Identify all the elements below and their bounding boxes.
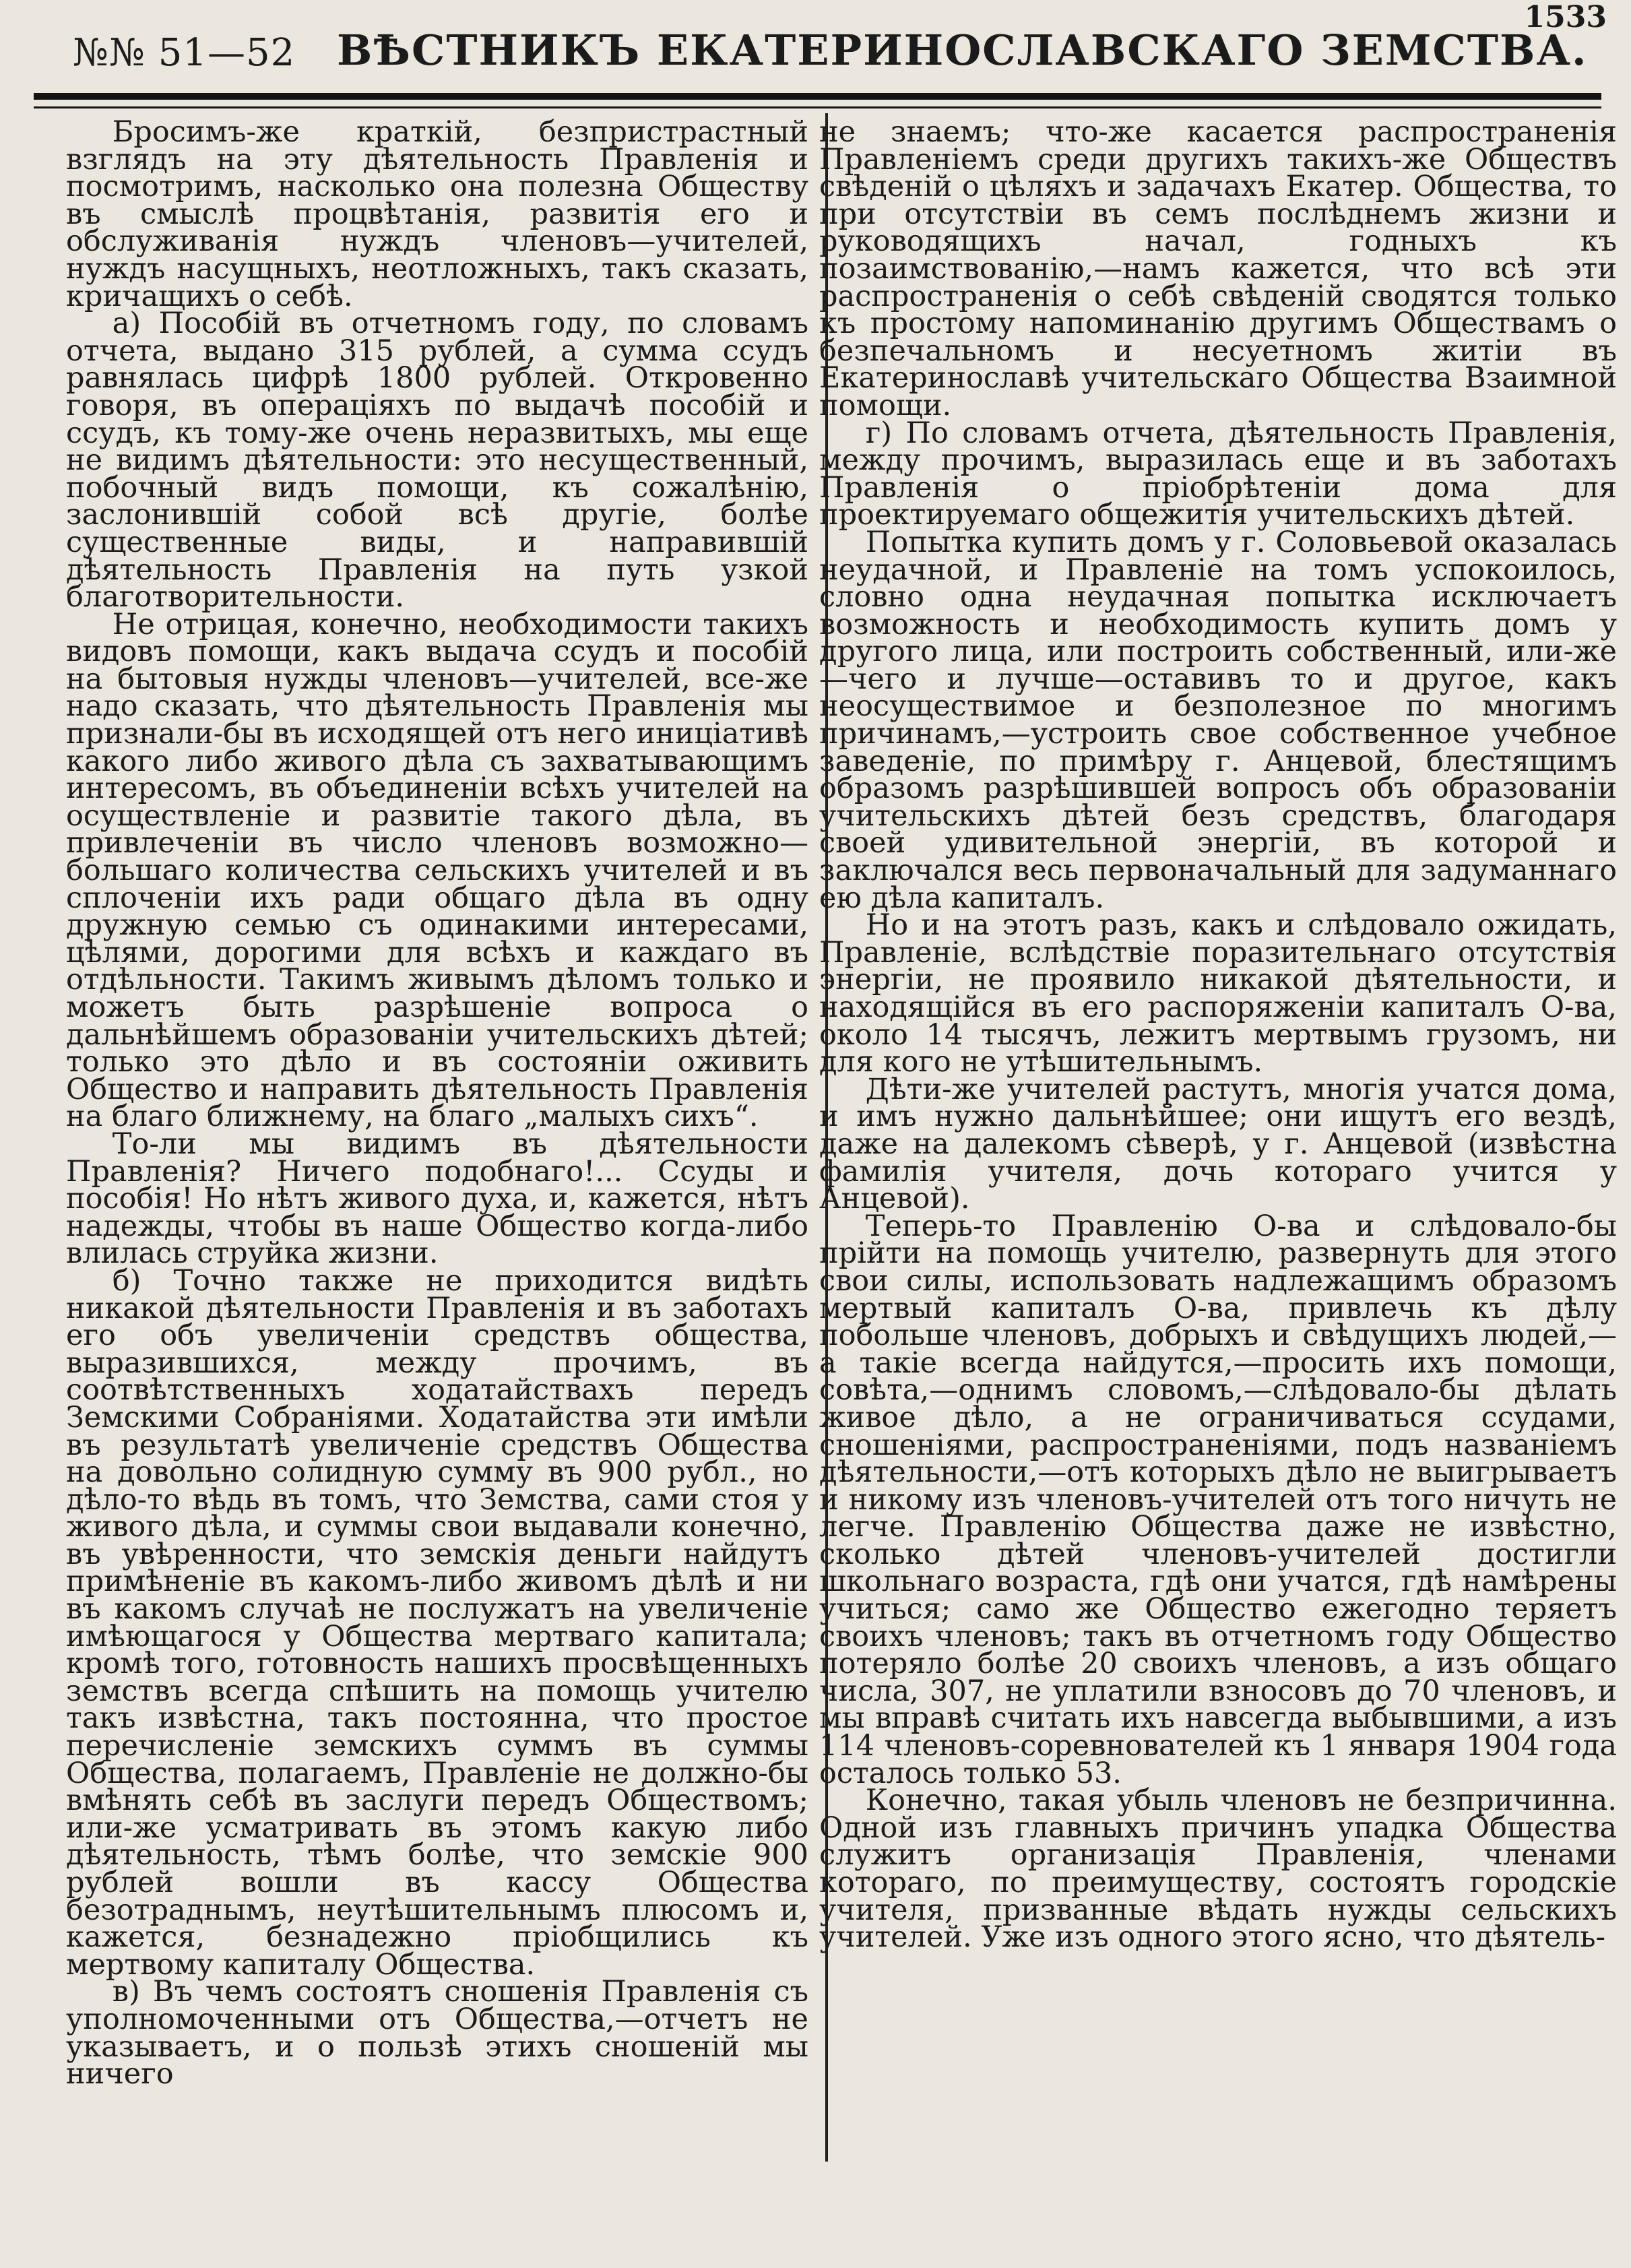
page-header: [0, 0, 1631, 101]
paragraph: не знаемъ; что-же касается распространенія Правленіемъ среди другихъ такихъ-же Обществъ свѣденій о цѣляхъ и задачахъ Екатер. Общества, то при отсутствіи въ семъ послѣднемъ жизни и руководящихъ начал, годныхъ къ позаимствованію,—намъ кажется, что всѣ эти распространенія о себѣ свѣденій сводятся только къ простому напоминанію другимъ Обществамъ о безпечальномъ и несуетномъ житіи въ Екатеринославѣ учительскаго Общества Взаимной помощи.: [819, 119, 1617, 422]
paragraph: Теперь-то Правленію О-ва и слѣдовало-бы прійти на помощь учителю, развернуть для этого свои силы, использовать надлежащимъ образомъ мертвый капиталъ О-ва, привлечь къ дѣлу побольше членовъ, добрыхъ и свѣдущихъ людей,—а такіе всегда найдутся,—просить ихъ помощи, совѣта,—однимъ словомъ,—слѣдовало-бы дѣлать живое дѣло, а не ограничиваться ссудами, сношеніями, распространеніями, подъ названіемъ дѣятельности,—отъ которыхъ дѣло не выигрываетъ и никому изъ членовъ-учителей отъ того ничуть не легче. Правленію Общества даже не извѣстно, сколько дѣтей членовъ-учителей достигли школьнаго возраста, гдѣ они учатся, гдѣ намѣрены учиться; само же Общество ежегодно теряетъ своихъ членовъ; такъ въ отчетномъ году Общество потеряло болѣе 20 своихъ членовъ, а изъ общаго числа, 307, не уплатили взносовъ до 70 членовъ, и мы вправѣ считать ихъ навсегда выбывшими, а изъ 114 членовъ-соревнователей къ 1 января 1904 года осталось только 53.: [819, 1209, 1617, 1790]
paragraph: б) Точно также не приходится видѣть никакой дѣятельности Правленія и въ заботахъ его объ увеличеніи средствъ общества, выразившихся, между прочимъ, въ соотвѣтственныхъ ходатайствахъ передъ Земскими Собраніями. Ходатайства эти имѣли въ результатѣ увеличеніе средствъ Общества на довольно солидную сумму въ 900 рубл., но дѣло-то вѣдь въ томъ, что Земства, сами стоя у живого дѣла, и суммы свои выдавали конечно, въ увѣренности, что земскія деньги найдутъ примѣненіе въ какомъ-либо живомъ дѣлѣ и ни въ какомъ случаѣ не послужатъ на увеличеніе имѣющагося у Общества мертваго капитала; кромѣ того, готовность нашихъ просвѣщенныхъ земствъ всегда спѣшить на помощь учителю такъ извѣстна, такъ постоянна, что простое перечисленіе земскихъ суммъ въ суммы Общества, полагаемъ, Правленіе не должно-бы вмѣнять себѣ въ заслуги передъ Обществомъ; или-же усматривать въ этомъ какую либо дѣятельность, тѣмъ болѣе, что земскіе 900 рублей вошли въ кассу Общества безотраднымъ, неутѣшительнымъ плюсомъ и, кажется, безнадежно пріобщились къ мертвому капиталу Общества.: [66, 1263, 808, 1982]
paragraph: а) Пособій въ отчетномъ году, по словамъ отчета, выдано 315 рублей, а сумма ссудъ равнялась цифрѣ 1800 рублей. Откровенно говоря, въ операціяхъ по выдачѣ пособій и ссудъ, къ тому-же очень неразвитыхъ, мы еще не видимъ дѣятельности: это несущественный, побочный видъ помощи, къ сожалѣнію, заслонившій собой всѣ другіе, болѣе существенные виды, и направившій дѣятельность Правленія на путь узкой благотворительности.: [66, 307, 808, 615]
paragraph: Попытка купить домъ у г. Соловьевой оказалась неудачной, и Правленіе на томъ успокоилось, словно одна неудачная попытка исключаетъ возможность и необходимость купить домъ у другого лица, или построить собственный, или-же—чего и лучше—оставивъ то и другое, какъ неосуществимое и безполезное по многимъ причинамъ,—устроить свое собственное учебное заведеніе, по примѣру г. Анцевой, блестящимъ образомъ разрѣшившей вопросъ объ образованіи учительскихъ дѣтей безъ средствъ, благодаря своей удивительной энергіи, въ которой и заключался весь первоначальный для задуманнаго ею дѣла капиталъ.: [819, 525, 1617, 915]
right-column: [819, 119, 1617, 2255]
header-rule-thick: [34, 93, 1601, 100]
paragraph: Но и на этотъ разъ, какъ и слѣдовало ожидать, Правленіе, вслѣдствіе поразительнаго отсутствія энергіи, не проявило никакой дѣятельности, и находящійся въ его распоряженіи капиталъ О-ва, около 14 тысячъ, лежитъ мертвымъ грузомъ, ни для кого не утѣшительнымъ.: [819, 908, 1617, 1079]
header-rule-thin: [34, 106, 1601, 108]
paragraph: в) Въ чемъ состоятъ сношенія Правленія съ уполномоченными отъ Общества,—отчетъ не указываетъ, и о пользѣ этихъ сношеній мы ничего: [66, 1975, 808, 2091]
journal-title: ВѢСТНИКЪ ЕКАТЕРИНОСЛАВСКАГО ЗЕМСТВА.: [337, 26, 1588, 75]
paragraph: Конечно, такая убыль членовъ не безпричинна. Одной изъ главныхъ причинъ упадка Общества служитъ организація Правленія, членами котораго, по преимуществу, состоятъ городскіе учителя, призванные вѣдать нужды сельскихъ учителей. Уже изъ одного этого ясно, что дѣятель-: [819, 1784, 1617, 1955]
paragraph: То-ли мы видимъ въ дѣятельности Правленія? Ничего подобнаго!... Ссуды и пособія! Но нѣтъ живого духа, и, кажется, нѣтъ надежды, чтобы въ наше Общество когда-либо влилась струйка жизни.: [66, 1127, 808, 1271]
paragraph: г) По словамъ отчета, дѣятельность Правленія, между прочимъ, выразилась еще и въ заботахъ Правленія о пріобрѣтеніи дома для проектируемаго общежитія учительскихъ дѣтей.: [819, 416, 1617, 532]
page-number: 1533: [1524, 0, 1607, 34]
issue-number: №№ 51—52: [73, 31, 296, 75]
paragraph: Бросимъ-же краткій, безпристрастный взглядъ на эту дѣятельность Правленія и посмотримъ, насколько она полезна Обществу въ смыслѣ процвѣтанія, развитія его и обслуживанія нуждъ членовъ—учителей, нуждъ насущныхъ, неотложныхъ, такъ сказать, кричащихъ о себѣ.: [66, 119, 808, 313]
left-column: [66, 119, 808, 2255]
paragraph: Не отрицая, конечно, необходимости такихъ видовъ помощи, какъ выдача ссудъ и пособій на бытовыя нужды членовъ—учителей, все-же надо сказать, что дѣятельность Правленія мы признали-бы въ исходящей отъ него иниціативѣ какого либо живого дѣла съ захватывающимъ интересомъ, въ объединеніи всѣхъ учителей на осуществленіе и развитіе такого дѣла, въ привлеченіи въ число членовъ возможно—большаго количества сельскихъ учителей и въ сплоченіи ихъ ради общаго дѣла въ одну дружную семью съ одинакими интересами, цѣлями, дорогими для всѣхъ и каждаго въ отдѣльности. Такимъ живымъ дѣломъ только и можетъ быть разрѣшеніе вопроса о дальнѣйшемъ образованіи учительскихъ дѣтей; только это дѣло и въ состояніи оживить Общество и направить дѣятельность Правленія на благо ближнему, на благо „малыхъ сихъ“.: [66, 607, 808, 1134]
paragraph: Дѣти-же учителей растутъ, многія учатся дома, и имъ нужно дальнѣйшее; они ищутъ его вездѣ, даже на далекомъ сѣверѣ, у г. Анцевой (извѣстна фамилія учителя, дочь котораго учится у Анцевой).: [819, 1072, 1617, 1216]
